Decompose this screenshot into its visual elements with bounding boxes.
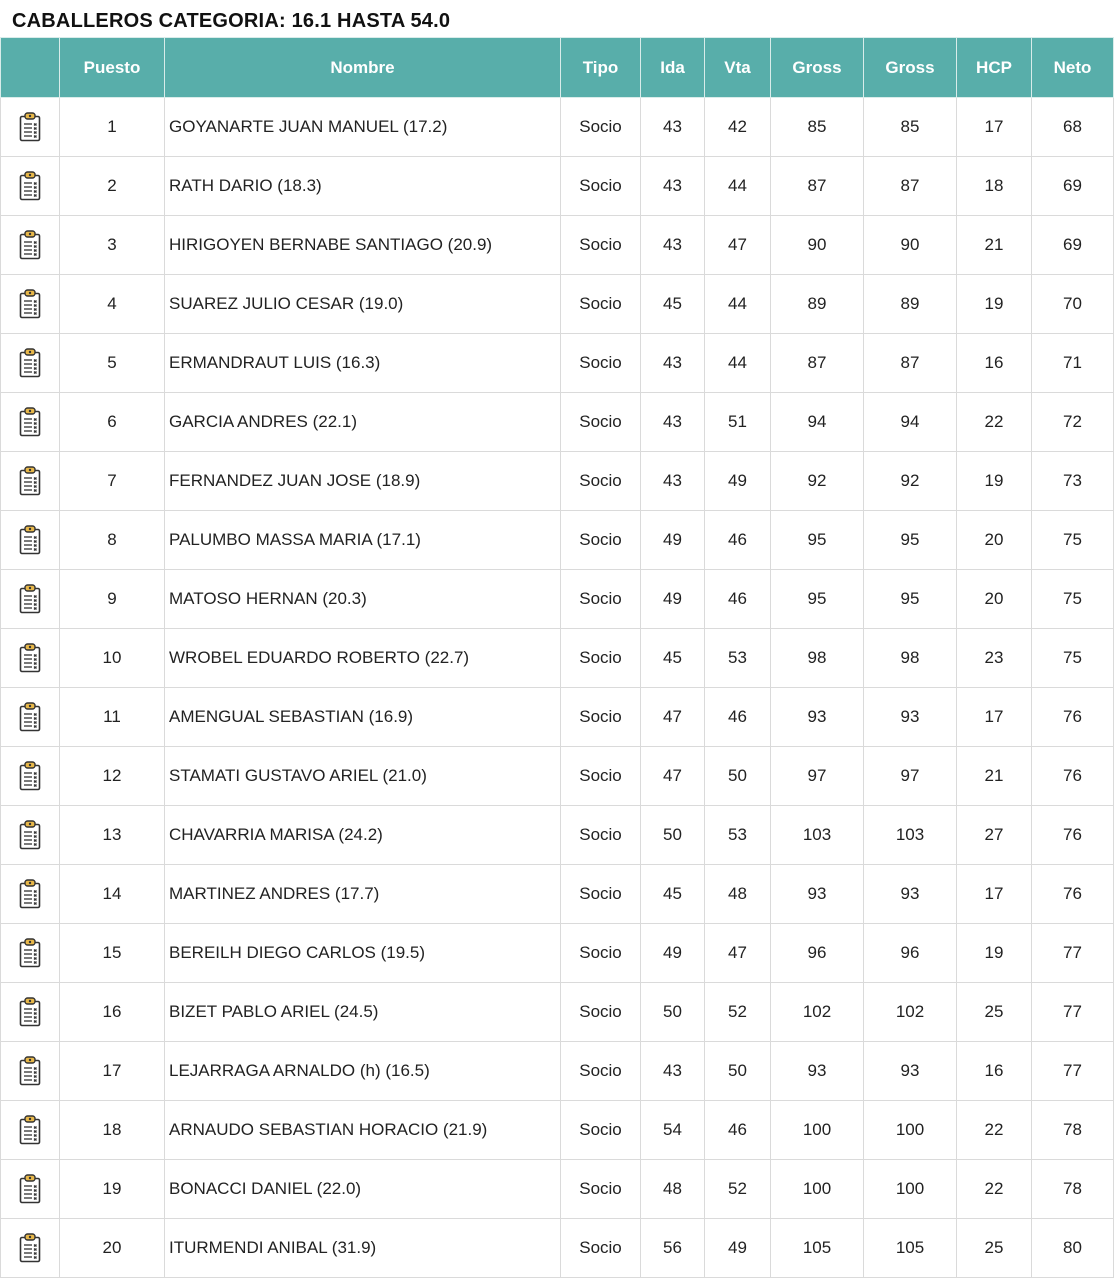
scorecard-cell[interactable]	[1, 1042, 60, 1101]
vta-cell: 42	[705, 98, 771, 157]
tipo-cell: Socio	[561, 806, 641, 865]
tipo-cell: Socio	[561, 924, 641, 983]
tipo-cell: Socio	[561, 393, 641, 452]
hcp-cell: 19	[957, 452, 1032, 511]
results-table	[0, 37, 1114, 1278]
puesto-cell: 16	[60, 983, 165, 1042]
table-row	[1, 157, 1114, 216]
nombre-cell: BONACCI DANIEL (22.0)	[165, 1160, 561, 1219]
gross-2-cell: 96	[864, 924, 957, 983]
gross-2-cell: 95	[864, 511, 957, 570]
vta-cell: 50	[705, 1042, 771, 1101]
scorecard-cell[interactable]	[1, 865, 60, 924]
scorecard-icon[interactable]	[17, 1114, 43, 1146]
nombre-cell: MARTINEZ ANDRES (17.7)	[165, 865, 561, 924]
neto-cell: 78	[1032, 1101, 1114, 1160]
vta-cell: 47	[705, 924, 771, 983]
tipo-cell: Socio	[561, 629, 641, 688]
scorecard-cell[interactable]	[1, 1219, 60, 1278]
gross-cell: 89	[771, 275, 864, 334]
puesto-cell: 15	[60, 924, 165, 983]
nombre-cell: CHAVARRIA MARISA (24.2)	[165, 806, 561, 865]
neto-cell: 78	[1032, 1160, 1114, 1219]
gross-2-cell: 103	[864, 806, 957, 865]
gross-cell: 100	[771, 1160, 864, 1219]
ida-cell: 47	[641, 747, 705, 806]
nombre-cell: WROBEL EDUARDO ROBERTO (22.7)	[165, 629, 561, 688]
scorecard-cell[interactable]	[1, 983, 60, 1042]
ida-cell: 43	[641, 334, 705, 393]
vta-cell: 52	[705, 1160, 771, 1219]
tipo-cell: Socio	[561, 1219, 641, 1278]
column-header-hcp[interactable]: HCP	[957, 38, 1032, 98]
column-header-nombre[interactable]: Nombre	[165, 38, 561, 98]
tipo-cell: Socio	[561, 1101, 641, 1160]
vta-cell: 49	[705, 1219, 771, 1278]
gross-2-cell: 93	[864, 688, 957, 747]
vta-cell: 44	[705, 275, 771, 334]
puesto-cell: 9	[60, 570, 165, 629]
table-row	[1, 393, 1114, 452]
gross-cell: 103	[771, 806, 864, 865]
nombre-cell: BEREILH DIEGO CARLOS (19.5)	[165, 924, 561, 983]
column-header-tipo[interactable]: Tipo	[561, 38, 641, 98]
ida-cell: 48	[641, 1160, 705, 1219]
puesto-cell: 3	[60, 216, 165, 275]
puesto-cell: 2	[60, 157, 165, 216]
gross-2-cell: 98	[864, 629, 957, 688]
header-row	[1, 38, 1114, 98]
hcp-cell: 16	[957, 334, 1032, 393]
vta-cell: 47	[705, 216, 771, 275]
tipo-cell: Socio	[561, 452, 641, 511]
nombre-cell: RATH DARIO (18.3)	[165, 157, 561, 216]
gross-cell: 93	[771, 865, 864, 924]
neto-cell: 80	[1032, 1219, 1114, 1278]
scorecard-icon[interactable]	[17, 760, 43, 792]
ida-cell: 47	[641, 688, 705, 747]
scorecard-icon[interactable]	[17, 170, 43, 202]
nombre-cell: FERNANDEZ JUAN JOSE (18.9)	[165, 452, 561, 511]
table-row	[1, 275, 1114, 334]
ida-cell: 50	[641, 983, 705, 1042]
column-header-gross-2[interactable]: Gross	[864, 38, 957, 98]
gross-cell: 95	[771, 570, 864, 629]
scorecard-cell[interactable]	[1, 924, 60, 983]
neto-cell: 77	[1032, 983, 1114, 1042]
gross-cell: 105	[771, 1219, 864, 1278]
scorecard-icon[interactable]	[17, 642, 43, 674]
nombre-cell: STAMATI GUSTAVO ARIEL (21.0)	[165, 747, 561, 806]
column-header-ida[interactable]: Ida	[641, 38, 705, 98]
ida-cell: 43	[641, 1042, 705, 1101]
table-row	[1, 924, 1114, 983]
column-header-gross[interactable]: Gross	[771, 38, 864, 98]
vta-cell: 44	[705, 157, 771, 216]
scorecard-icon[interactable]	[17, 524, 43, 556]
nombre-cell: HIRIGOYEN BERNABE SANTIAGO (20.9)	[165, 216, 561, 275]
hcp-cell: 23	[957, 629, 1032, 688]
gross-cell: 98	[771, 629, 864, 688]
scorecard-icon[interactable]	[17, 1232, 43, 1264]
table-row	[1, 1160, 1114, 1219]
ida-cell: 56	[641, 1219, 705, 1278]
puesto-cell: 7	[60, 452, 165, 511]
scorecard-icon[interactable]	[17, 583, 43, 615]
scorecard-cell[interactable]	[1, 806, 60, 865]
hcp-cell: 17	[957, 688, 1032, 747]
gross-cell: 92	[771, 452, 864, 511]
ida-cell: 43	[641, 216, 705, 275]
scorecard-cell[interactable]	[1, 393, 60, 452]
nombre-cell: MATOSO HERNAN (20.3)	[165, 570, 561, 629]
nombre-cell: ARNAUDO SEBASTIAN HORACIO (21.9)	[165, 1101, 561, 1160]
neto-cell: 77	[1032, 1042, 1114, 1101]
neto-cell: 76	[1032, 806, 1114, 865]
tipo-cell: Socio	[561, 570, 641, 629]
scorecard-cell[interactable]	[1, 98, 60, 157]
tipo-cell: Socio	[561, 216, 641, 275]
scorecard-cell[interactable]	[1, 216, 60, 275]
ida-cell: 49	[641, 511, 705, 570]
table-row	[1, 98, 1114, 157]
gross-cell: 85	[771, 98, 864, 157]
nombre-cell: LEJARRAGA ARNALDO (h) (16.5)	[165, 1042, 561, 1101]
puesto-cell: 17	[60, 1042, 165, 1101]
hcp-cell: 19	[957, 924, 1032, 983]
scorecard-icon[interactable]	[17, 937, 43, 969]
vta-cell: 52	[705, 983, 771, 1042]
table-row	[1, 1042, 1114, 1101]
neto-cell: 75	[1032, 570, 1114, 629]
column-header-icon	[1, 38, 60, 98]
scorecard-icon[interactable]	[17, 406, 43, 438]
gross-2-cell: 93	[864, 1042, 957, 1101]
table-row	[1, 570, 1114, 629]
puesto-cell: 11	[60, 688, 165, 747]
neto-cell: 69	[1032, 157, 1114, 216]
gross-cell: 100	[771, 1101, 864, 1160]
gross-cell: 93	[771, 688, 864, 747]
tipo-cell: Socio	[561, 1160, 641, 1219]
scorecard-icon[interactable]	[17, 1055, 43, 1087]
gross-2-cell: 89	[864, 275, 957, 334]
ida-cell: 43	[641, 157, 705, 216]
hcp-cell: 19	[957, 275, 1032, 334]
scorecard-icon[interactable]	[17, 229, 43, 261]
results-body	[1, 98, 1114, 1278]
nombre-cell: AMENGUAL SEBASTIAN (16.9)	[165, 688, 561, 747]
table-row	[1, 216, 1114, 275]
column-header-vta[interactable]: Vta	[705, 38, 771, 98]
table-row	[1, 688, 1114, 747]
puesto-cell: 13	[60, 806, 165, 865]
column-header-neto[interactable]: Neto	[1032, 38, 1114, 98]
puesto-cell: 4	[60, 275, 165, 334]
scorecard-cell[interactable]	[1, 334, 60, 393]
neto-cell: 69	[1032, 216, 1114, 275]
neto-cell: 73	[1032, 452, 1114, 511]
puesto-cell: 20	[60, 1219, 165, 1278]
ida-cell: 50	[641, 806, 705, 865]
vta-cell: 53	[705, 806, 771, 865]
puesto-cell: 5	[60, 334, 165, 393]
puesto-cell: 10	[60, 629, 165, 688]
gross-2-cell: 90	[864, 216, 957, 275]
tipo-cell: Socio	[561, 983, 641, 1042]
scorecard-icon[interactable]	[17, 701, 43, 733]
hcp-cell: 17	[957, 98, 1032, 157]
ida-cell: 43	[641, 452, 705, 511]
table-row	[1, 1219, 1114, 1278]
vta-cell: 46	[705, 570, 771, 629]
table-row	[1, 983, 1114, 1042]
scorecard-icon[interactable]	[17, 288, 43, 320]
tipo-cell: Socio	[561, 98, 641, 157]
vta-cell: 51	[705, 393, 771, 452]
gross-2-cell: 97	[864, 747, 957, 806]
tipo-cell: Socio	[561, 157, 641, 216]
gross-cell: 97	[771, 747, 864, 806]
table-row	[1, 452, 1114, 511]
gross-2-cell: 105	[864, 1219, 957, 1278]
nombre-cell: GOYANARTE JUAN MANUEL (17.2)	[165, 98, 561, 157]
neto-cell: 70	[1032, 275, 1114, 334]
puesto-cell: 18	[60, 1101, 165, 1160]
neto-cell: 76	[1032, 865, 1114, 924]
ida-cell: 49	[641, 924, 705, 983]
hcp-cell: 22	[957, 1101, 1032, 1160]
hcp-cell: 25	[957, 983, 1032, 1042]
nombre-cell: GARCIA ANDRES (22.1)	[165, 393, 561, 452]
neto-cell: 68	[1032, 98, 1114, 157]
tipo-cell: Socio	[561, 275, 641, 334]
ida-cell: 45	[641, 865, 705, 924]
hcp-cell: 20	[957, 511, 1032, 570]
scorecard-cell[interactable]	[1, 629, 60, 688]
gross-2-cell: 100	[864, 1160, 957, 1219]
ida-cell: 43	[641, 98, 705, 157]
vta-cell: 46	[705, 511, 771, 570]
column-header-puesto[interactable]: Puesto	[60, 38, 165, 98]
scorecard-icon[interactable]	[17, 1173, 43, 1205]
tipo-cell: Socio	[561, 511, 641, 570]
scorecard-cell[interactable]	[1, 570, 60, 629]
scorecard-icon[interactable]	[17, 465, 43, 497]
gross-2-cell: 94	[864, 393, 957, 452]
gross-cell: 102	[771, 983, 864, 1042]
gross-2-cell: 95	[864, 570, 957, 629]
neto-cell: 75	[1032, 629, 1114, 688]
table-row	[1, 1101, 1114, 1160]
scorecard-cell[interactable]	[1, 157, 60, 216]
vta-cell: 46	[705, 688, 771, 747]
tipo-cell: Socio	[561, 1042, 641, 1101]
hcp-cell: 20	[957, 570, 1032, 629]
neto-cell: 76	[1032, 688, 1114, 747]
nombre-cell: ERMANDRAUT LUIS (16.3)	[165, 334, 561, 393]
scorecard-cell[interactable]	[1, 275, 60, 334]
puesto-cell: 8	[60, 511, 165, 570]
gross-cell: 96	[771, 924, 864, 983]
gross-cell: 93	[771, 1042, 864, 1101]
hcp-cell: 18	[957, 157, 1032, 216]
nombre-cell: SUAREZ JULIO CESAR (19.0)	[165, 275, 561, 334]
hcp-cell: 22	[957, 393, 1032, 452]
hcp-cell: 16	[957, 1042, 1032, 1101]
gross-2-cell: 93	[864, 865, 957, 924]
gross-2-cell: 92	[864, 452, 957, 511]
puesto-cell: 14	[60, 865, 165, 924]
scorecard-icon[interactable]	[17, 111, 43, 143]
nombre-cell: PALUMBO MASSA MARIA (17.1)	[165, 511, 561, 570]
hcp-cell: 22	[957, 1160, 1032, 1219]
scorecard-cell[interactable]	[1, 1101, 60, 1160]
vta-cell: 48	[705, 865, 771, 924]
scorecard-icon[interactable]	[17, 347, 43, 379]
scorecard-cell[interactable]	[1, 747, 60, 806]
hcp-cell: 21	[957, 216, 1032, 275]
puesto-cell: 6	[60, 393, 165, 452]
gross-cell: 87	[771, 157, 864, 216]
hcp-cell: 21	[957, 747, 1032, 806]
scorecard-icon[interactable]	[17, 996, 43, 1028]
scorecard-icon[interactable]	[17, 819, 43, 851]
ida-cell: 45	[641, 275, 705, 334]
tipo-cell: Socio	[561, 747, 641, 806]
vta-cell: 50	[705, 747, 771, 806]
gross-2-cell: 85	[864, 98, 957, 157]
scorecard-cell[interactable]	[1, 688, 60, 747]
puesto-cell: 12	[60, 747, 165, 806]
gross-2-cell: 100	[864, 1101, 957, 1160]
neto-cell: 77	[1032, 924, 1114, 983]
tipo-cell: Socio	[561, 688, 641, 747]
table-row	[1, 747, 1114, 806]
hcp-cell: 17	[957, 865, 1032, 924]
table-row	[1, 511, 1114, 570]
page-title: CABALLEROS CATEGORIA: 16.1 HASTA 54.0	[12, 10, 451, 32]
hcp-cell: 27	[957, 806, 1032, 865]
ida-cell: 49	[641, 570, 705, 629]
gross-cell: 94	[771, 393, 864, 452]
hcp-cell: 25	[957, 1219, 1032, 1278]
nombre-cell: ITURMENDI ANIBAL (31.9)	[165, 1219, 561, 1278]
scorecard-icon[interactable]	[17, 878, 43, 910]
scorecard-cell[interactable]	[1, 511, 60, 570]
vta-cell: 46	[705, 1101, 771, 1160]
gross-cell: 95	[771, 511, 864, 570]
gross-2-cell: 102	[864, 983, 957, 1042]
scorecard-cell[interactable]	[1, 1160, 60, 1219]
neto-cell: 71	[1032, 334, 1114, 393]
puesto-cell: 19	[60, 1160, 165, 1219]
table-row	[1, 806, 1114, 865]
scorecard-cell[interactable]	[1, 452, 60, 511]
table-row	[1, 629, 1114, 688]
neto-cell: 76	[1032, 747, 1114, 806]
gross-cell: 87	[771, 334, 864, 393]
nombre-cell: BIZET PABLO ARIEL (24.5)	[165, 983, 561, 1042]
table-row	[1, 334, 1114, 393]
table-row	[1, 865, 1114, 924]
neto-cell: 75	[1032, 511, 1114, 570]
vta-cell: 49	[705, 452, 771, 511]
puesto-cell: 1	[60, 98, 165, 157]
gross-2-cell: 87	[864, 157, 957, 216]
ida-cell: 43	[641, 393, 705, 452]
ida-cell: 45	[641, 629, 705, 688]
vta-cell: 53	[705, 629, 771, 688]
gross-cell: 90	[771, 216, 864, 275]
gross-2-cell: 87	[864, 334, 957, 393]
ida-cell: 54	[641, 1101, 705, 1160]
neto-cell: 72	[1032, 393, 1114, 452]
vta-cell: 44	[705, 334, 771, 393]
tipo-cell: Socio	[561, 865, 641, 924]
tipo-cell: Socio	[561, 334, 641, 393]
